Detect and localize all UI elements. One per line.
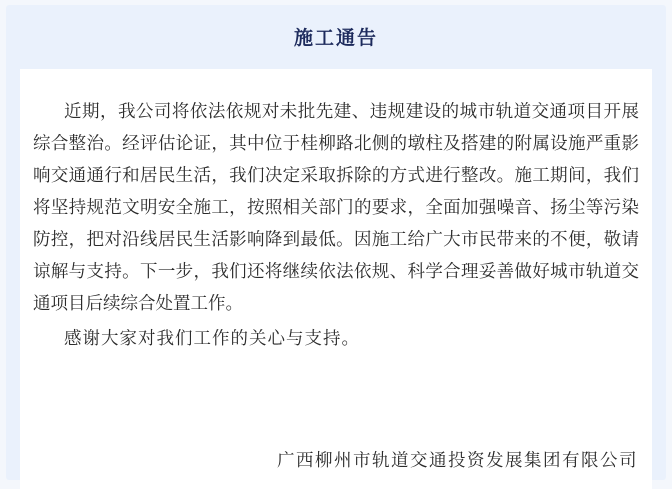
notice-body xyxy=(33,96,639,355)
paragraph-line: 近期，我公司将依法依规对未批先建、违规建设的城市轨道交通项目开展 xyxy=(64,102,639,122)
paragraph-line: 谅解与支持。下一步，我们还将继续依法依规、科学合理妥善做好城市轨道交 xyxy=(33,262,639,282)
paragraph-line: 将坚持规范文明安全施工，按照相关部门的要求，全面加强噪音、扬尘等污染 xyxy=(33,198,639,218)
paragraph-line: 防控，把对沿线居民生活影响降到最低。因施工给广大市民带来的不便，敬请 xyxy=(33,230,639,250)
paragraph-line: 综合整治。经评估论证，其中位于桂柳路北侧的墩柱及搭建的附属设施严重影 xyxy=(33,134,639,154)
paragraph-line: 通项目后续综合处置工作。 xyxy=(33,294,243,314)
notice-title: 施工通告 xyxy=(293,27,378,49)
paragraph-line: 响交通通行和居民生活，我们决定采取拆除的方式进行整改。施工期间，我们 xyxy=(33,166,639,186)
issuer-signature: 广西柳州市轨道交通投资发展集团有限公司 xyxy=(277,451,638,471)
thanks-paragraph: 感谢大家对我们工作的关心与支持。 xyxy=(64,329,360,349)
